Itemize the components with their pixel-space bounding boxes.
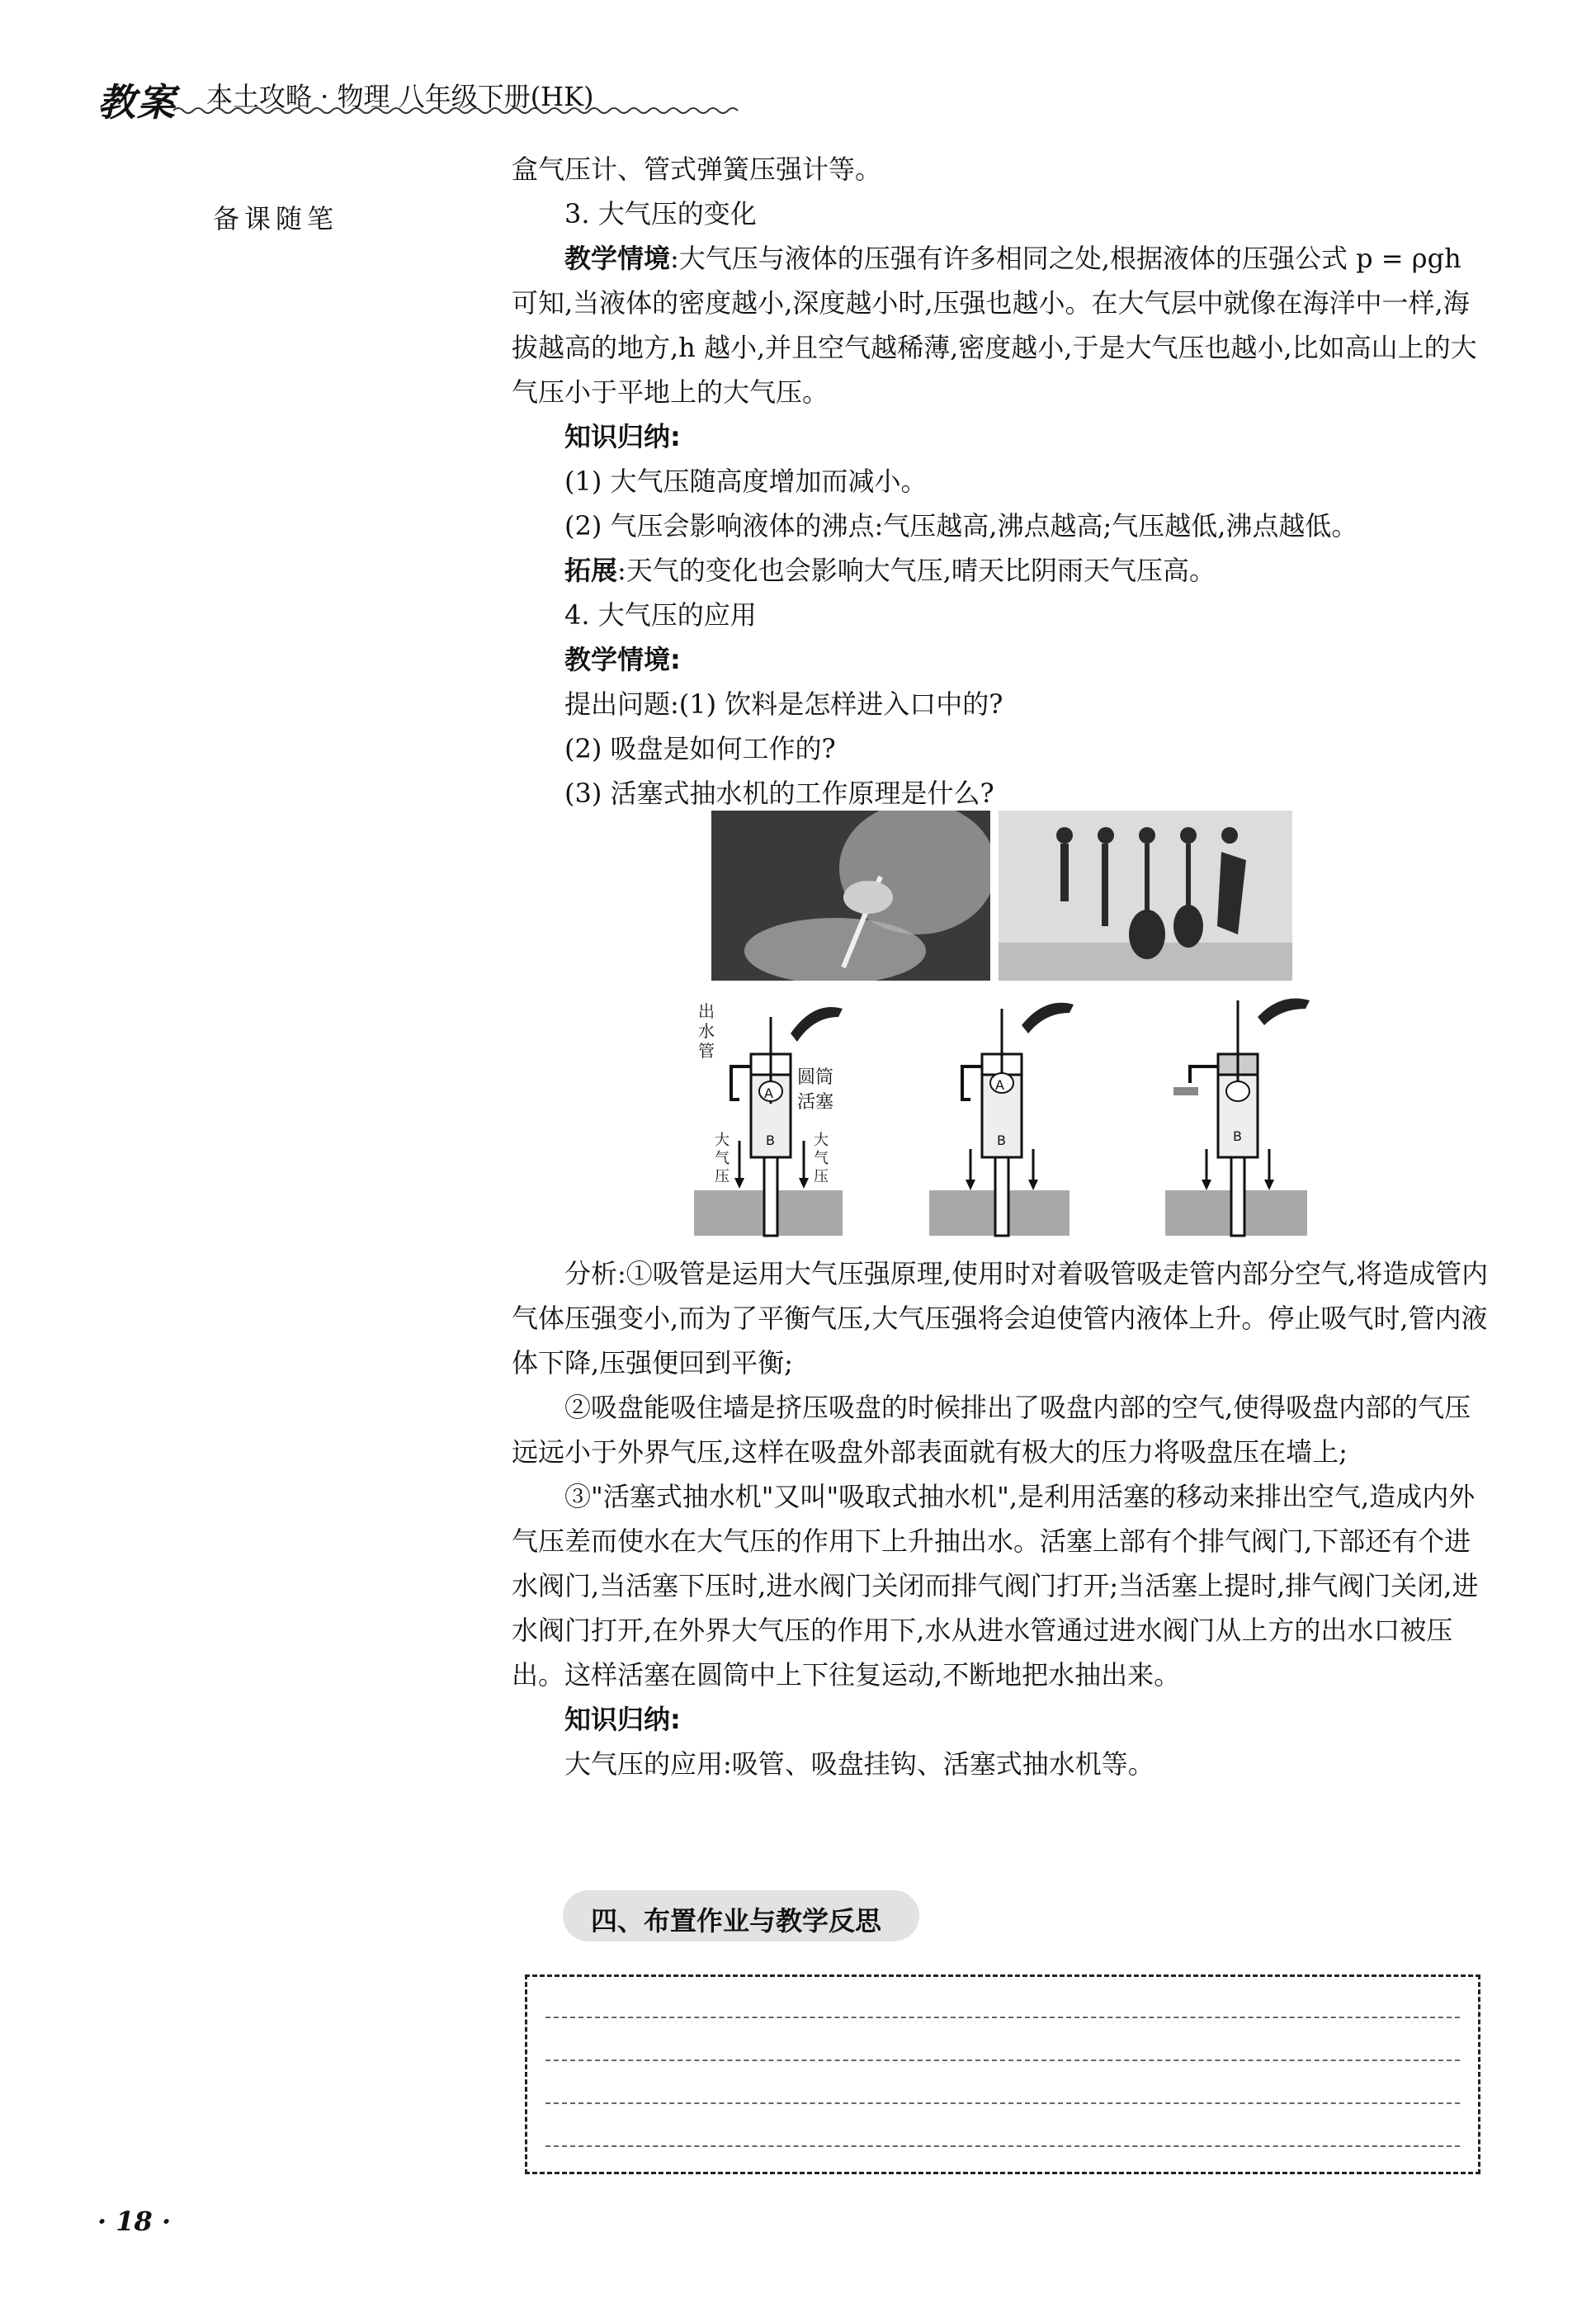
page-number: · 18 · <box>97 2206 172 2237</box>
knowledge-2-label: 知识归纳: <box>564 1704 681 1735</box>
pump-stage-3 <box>1165 999 1310 1237</box>
side-note-label: 备课随笔 <box>213 203 339 234</box>
svg-text:气: 气 <box>814 1150 829 1167</box>
answer-line <box>545 2102 1460 2104</box>
svg-text:气: 气 <box>715 1150 730 1167</box>
pressure-label-left: 大 <box>715 1132 730 1149</box>
valve-b-label-2: B <box>997 1133 1006 1148</box>
svg-text:压: 压 <box>715 1168 730 1185</box>
outlet-pipe-label: 出 <box>698 1001 715 1021</box>
homework-section-heading <box>563 1890 919 1941</box>
extension-label: 拓展 <box>564 555 618 586</box>
homework-section-title: 四、布置作业与教学反思 <box>591 1905 882 1937</box>
pump-stage-2 <box>929 1003 1074 1236</box>
piston-pump-diagram <box>690 992 1314 1240</box>
extension <box>512 548 1494 593</box>
answer-box[interactable] <box>525 1974 1480 2174</box>
question-1: 提出问题:(1) 饮料是怎样进入口中的? <box>564 688 1003 720</box>
answer-line <box>545 2145 1460 2147</box>
lower-body <box>512 1251 1494 1786</box>
valve-a-label-1: A <box>764 1085 773 1101</box>
upper-body <box>512 147 1494 816</box>
knowledge-2-body: 大气压的应用:吸管、吸盘挂钩、活塞式抽水机等。 <box>564 1748 1155 1780</box>
header-brand: 教案 <box>97 80 177 125</box>
continued-line: 盒气压计、管式弹簧压强计等。 <box>512 154 882 185</box>
knowledge-1-item-2: (2) 气压会影响液体的沸点:气压越高,沸点越高;气压越低,沸点越低。 <box>564 510 1358 541</box>
section-4-label: 教学情境: <box>564 644 681 675</box>
question-2: (2) 吸盘是如何工作的? <box>564 733 836 764</box>
header-wave-divider <box>173 106 743 116</box>
suction-hooks-photo <box>999 811 1292 981</box>
drinking-straw-photo <box>711 811 990 981</box>
header-subtitle: 本土攻略 · 物理 八年级下册(HK) <box>206 81 594 112</box>
question-3: (3) 活塞式抽水机的工作原理是什么? <box>564 778 994 809</box>
knowledge-1-label: 知识归纳: <box>564 421 681 452</box>
section-4-title: 4. 大气压的应用 <box>564 599 757 631</box>
section-3-label: 教学情境 <box>564 243 671 274</box>
pressure-label-right: 大 <box>814 1132 829 1149</box>
section-3-text: :大气压与液体的压强有许多相同之处,根据液体的压强公式 p = ρgh 可知,当液体的密度越小,深度越小时,压强也越小。在大气层中就像在海洋中一样,海拔越高的地方,h 越小,并且空气越稀薄,密度越小,于是大气压也越小,比如高山上的大气压小于平地上的大气压。 <box>512 243 1477 408</box>
valve-a-label-2: A <box>995 1077 1004 1093</box>
section-3-title: 3. 大气压的变化 <box>564 198 757 229</box>
piston-label: 活塞 <box>797 1092 834 1113</box>
valve-b-label-1: B <box>766 1133 775 1148</box>
valve-b-label-3: B <box>1233 1128 1242 1144</box>
analysis-1: 分析:①吸管是运用大气压强原理,使用时对着吸管吸走管内部分空气,将造成管内气体压强变小,而为了平衡气压,大气压强将会迫使管内液体上升。停止吸气时,管内液体下降,压强便回到平衡; <box>512 1258 1489 1379</box>
cylinder-label: 圆筒 <box>797 1067 834 1088</box>
svg-text:压: 压 <box>814 1168 829 1185</box>
answer-line <box>545 2060 1460 2061</box>
extension-text: :天气的变化也会影响大气压,晴天比阴雨天气压高。 <box>617 555 1216 586</box>
answer-line <box>545 2017 1460 2018</box>
section-3-body <box>512 236 1494 414</box>
svg-text:管: 管 <box>698 1041 715 1061</box>
analysis-3: ③"活塞式抽水机"又叫"吸取式抽水机",是利用活塞的移动来排出空气,造成内外气压差而使水在大气压的作用下上升抽出水。活塞上部有个排气阀门,下部还有个进水阀门,当活塞下压时,进水阀门关闭而排气阀门打开;当活塞上提时,排气阀门关闭,进水阀门打开,在外界大气压的作用下,水从进水管通过进水阀门从上方的出水口被压出。这样活塞在圆筒中上下往复运动,不断地把水抽出来。 <box>512 1481 1479 1691</box>
pump-stage-1 <box>694 1001 843 1236</box>
knowledge-1-item-1: (1) 大气压随高度增加而减小。 <box>564 466 928 497</box>
svg-text:水: 水 <box>698 1021 715 1041</box>
analysis-2: ②吸盘能吸住墙是挤压吸盘的时候排出了吸盘内部的空气,使得吸盘内部的气压远远小于外界气压,这样在吸盘外部表面就有极大的压力将吸盘压在墙上; <box>512 1392 1471 1468</box>
